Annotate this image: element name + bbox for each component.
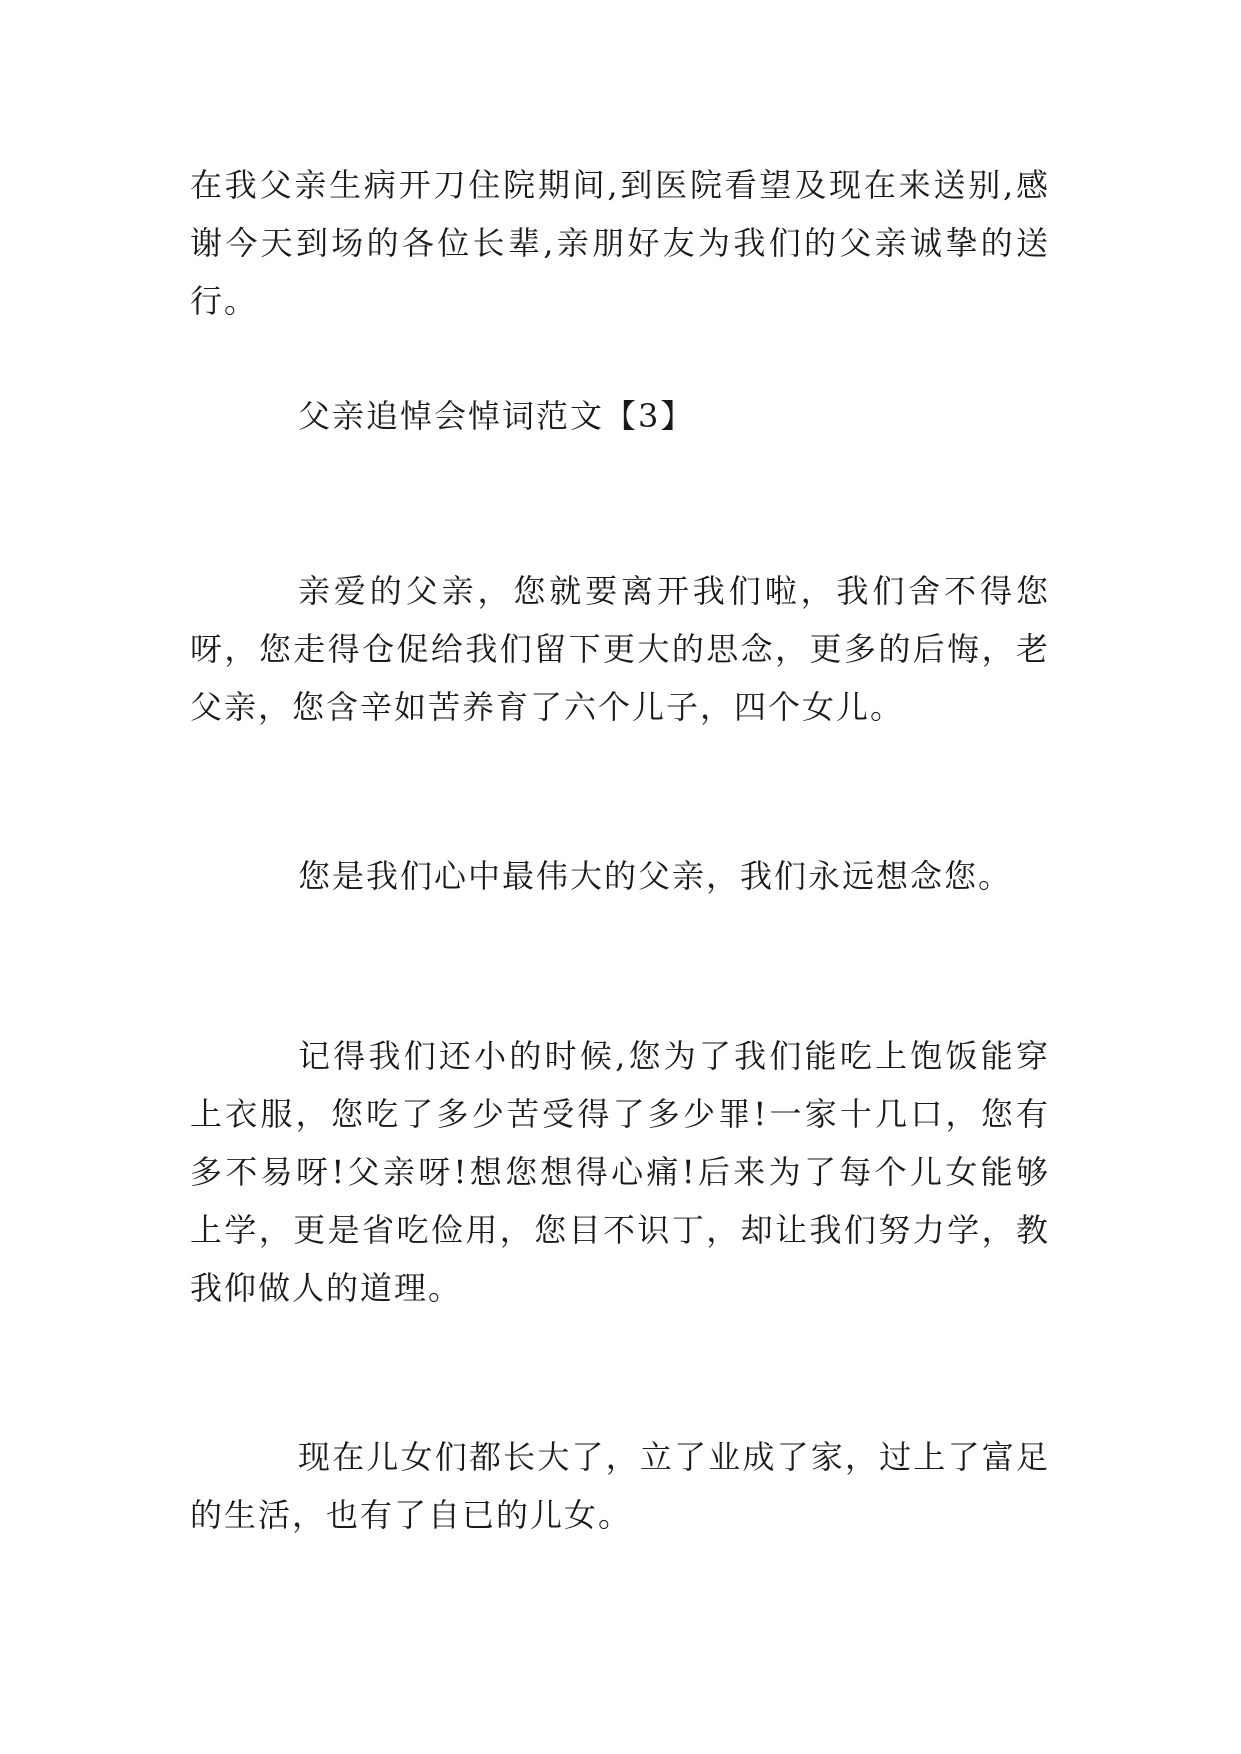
- paragraph-children-grown: 现在儿女们都长大了，立了业成了家，过上了富足的生活，也有了自已的儿女。: [190, 1438, 1050, 1534]
- section-heading: 父亲追悼会悼词范文【3】: [298, 397, 695, 435]
- paragraph-childhood-memories: 记得我们还小的时候,您为了我们能吃上饱饭能穿上衣服，您吃了多少苦受得了多少罪!一家十几口，您有多不易呀!父亲呀!想您想得心痛!后来为了每个儿女能够上学，更是省吃俭用，您目不识丁，却让我们努力学，教我仰做人的道理。: [190, 1037, 1050, 1307]
- paragraph-hospital-thanks: 在我父亲生病开刀住院期间,到医院看望及现在来送别,感谢今天到场的各位长辈,亲朋好友为我们的父亲诚挚的送行。: [190, 166, 1050, 320]
- paragraph-dear-father: 亲爱的父亲，您就要离开我们啦，我们舍不得您呀，您走得仓促给我们留下更大的思念，更多的后悔，老父亲，您含辛如苦养育了六个儿子，四个女儿。: [190, 572, 1050, 726]
- paragraph-greatest-father: 您是我们心中最伟大的父亲，我们永远想念您。: [298, 857, 1013, 895]
